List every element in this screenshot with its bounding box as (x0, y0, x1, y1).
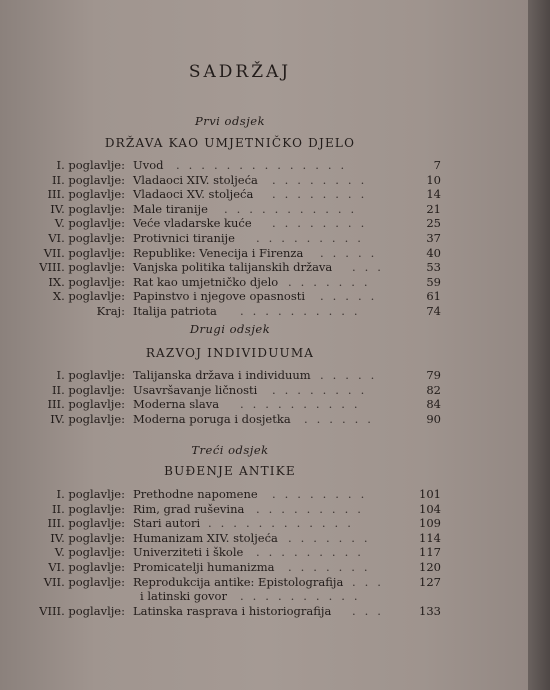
page-number: 37 (426, 231, 441, 245)
dot-leader: ....... (288, 560, 377, 574)
chapter-title: Papinstvo i njegove opasnosti (133, 289, 306, 304)
chapter-title: Talijanska država i individuum (133, 368, 311, 382)
toc-entry (0, 545, 480, 560)
dot-leader: ........ (272, 382, 374, 397)
chapter-title: Latinska rasprava i historiografija (133, 603, 332, 618)
chapter-label: II. poglavlje: (52, 382, 125, 397)
page-number: 10 (426, 172, 441, 187)
page-number: 120 (419, 560, 441, 574)
chapter-title: Male tiranije (133, 201, 208, 216)
chapter-title: Moderna slava (133, 397, 220, 411)
part-2-name: Drugi odsjek (189, 322, 271, 336)
chapter-title: Humanizam XIV. stoljeća (133, 530, 278, 545)
chapter-label: IV. poglavlje: (50, 411, 125, 426)
page-number: 114 (419, 530, 441, 545)
page-number: 79 (426, 368, 441, 382)
page-number: 21 (426, 201, 441, 216)
dot-leader: .......... (240, 397, 367, 411)
page-number: 25 (426, 216, 441, 231)
chapter-label: X. poglavlje: (52, 289, 125, 304)
dot-leader: ........ (272, 216, 374, 231)
toc-entry (0, 304, 480, 319)
toc-entry (0, 368, 480, 383)
part-3-name: Treći odsjek (191, 443, 269, 457)
part-2-title: RAZVOJ INDIVIDUUMA (145, 346, 315, 360)
chapter-title: Vladaoci XV. stoljeća (133, 187, 254, 202)
toc-entry (0, 575, 480, 590)
chapter-title: Italija patriota (133, 304, 217, 318)
page-number: 40 (426, 245, 441, 260)
dot-leader: ....... (288, 530, 377, 545)
page-number: 53 (426, 260, 441, 275)
page-number: 90 (426, 411, 441, 426)
toc-entry (0, 187, 480, 202)
dot-leader: ........ (272, 187, 374, 202)
chapter-label: IX. poglavlje: (48, 274, 125, 289)
page-number: 84 (426, 397, 441, 411)
dot-leader: ........ (272, 487, 374, 501)
dot-leader: .......... (240, 304, 367, 318)
chapter-title: Moderna poruga i dosjetka (133, 411, 291, 426)
dot-leader: ... (352, 574, 390, 589)
dot-leader: ... (352, 260, 390, 275)
chapter-label: V. poglavlje: (54, 216, 125, 231)
page-number: 61 (426, 289, 441, 304)
chapter-label: VIII. poglavlje: (39, 603, 125, 618)
toc-entry (0, 246, 480, 261)
page-number: 101 (419, 487, 441, 501)
chapter-title: Reprodukcija antike: Epistolografija (133, 574, 344, 589)
dot-leader: .......... (240, 589, 367, 604)
page-number: 14 (426, 187, 441, 202)
chapter-label: VI. poglavlje: (48, 560, 125, 574)
chapter-label: IV. poglavlje: (50, 201, 125, 216)
chapter-title: Stari autori (133, 516, 201, 531)
chapter-title: Republike: Venecija i Firenza (133, 245, 304, 260)
toc-entry (0, 502, 480, 517)
page-number: 7 (433, 158, 441, 172)
chapter-title: Protivnici tiranije (133, 231, 235, 245)
page-number: 59 (426, 274, 441, 289)
toc-entry (0, 202, 480, 217)
dot-leader: ......... (256, 231, 370, 245)
chapter-title: Vanjska politika talijanskih država (133, 260, 333, 275)
page-number: 104 (419, 501, 441, 516)
chapter-label: II. poglavlje: (52, 172, 125, 187)
part-3-title: BUĐENJE ANTIKE (164, 464, 296, 478)
chapter-label: III. poglavlje: (47, 397, 125, 411)
toc-entry (0, 289, 480, 304)
chapter-title: Rat kao umjetničko djelo (133, 274, 279, 289)
chapter-label: I. poglavlje: (56, 368, 125, 382)
toc-entry (0, 275, 480, 290)
part-1-name: Prvi odsjek (194, 114, 266, 128)
page-number: 117 (419, 545, 441, 560)
chapter-title: Prethodne napomene (133, 487, 258, 501)
toc-entry (0, 158, 480, 173)
toc-entry (0, 560, 480, 575)
chapter-title: Promicatelji humanizma (133, 560, 275, 574)
chapter-label: III. poglavlje: (47, 187, 125, 202)
dot-leader: ....... (288, 274, 377, 289)
chapter-label: VIII. poglavlje: (39, 260, 125, 275)
part-1-title: DRŽAVA KAO UMJETNIČKO DJELO (104, 136, 356, 150)
dot-leader: ..... (320, 289, 384, 304)
dot-leader: ..... (320, 368, 384, 382)
toc-entry (0, 397, 480, 412)
toc-entry (0, 412, 480, 427)
dot-leader: ......... (256, 501, 370, 516)
page-number: 109 (419, 516, 441, 531)
toc-entry (0, 383, 480, 398)
page-title: SADRŽAJ (188, 62, 292, 82)
chapter-label: VII. poglavlje: (43, 574, 125, 589)
chapter-label: Kraj: (96, 304, 125, 318)
chapter-title: Rim, grad ruševina (133, 501, 245, 516)
chapter-title: Uvod (133, 158, 164, 172)
toc-entry (0, 487, 480, 502)
toc-entry (0, 531, 480, 546)
chapter-label: VII. poglavlje: (43, 245, 125, 260)
dot-leader: ........... (224, 201, 364, 216)
chapter-label: II. poglavlje: (52, 501, 125, 516)
chapter-label: III. poglavlje: (47, 516, 125, 531)
chapter-label: I. poglavlje: (56, 487, 125, 501)
dot-leader: .............. (176, 158, 354, 172)
dot-leader: ........ (272, 172, 374, 187)
page-number: 127 (419, 574, 441, 589)
page-edge-shadow (528, 0, 550, 690)
toc-entry (0, 231, 480, 246)
chapter-label: VI. poglavlje: (48, 231, 125, 245)
chapter-label: IV. poglavlje: (50, 530, 125, 545)
toc-entry-continuation (0, 589, 480, 604)
chapter-title: Univerziteti i škole (133, 545, 244, 560)
toc-entry (0, 516, 480, 531)
dot-leader: ......... (256, 545, 370, 560)
toc-entry (0, 604, 480, 619)
dot-leader: ...... (304, 411, 380, 426)
page-number: 82 (426, 382, 441, 397)
toc-entry (0, 216, 480, 231)
chapter-title: Usavršavanje ličnosti (133, 382, 258, 397)
chapter-title-continuation: i latinski govor (140, 589, 227, 604)
page-number: 133 (419, 603, 441, 618)
chapter-label: V. poglavlje: (54, 545, 125, 560)
toc-entry (0, 260, 480, 275)
dot-leader: ............ (208, 516, 360, 531)
dot-leader: ... (352, 603, 390, 618)
chapter-title: Veće vladarske kuće (133, 216, 252, 231)
dot-leader: ..... (320, 245, 384, 260)
toc-entry (0, 173, 480, 188)
page-number: 74 (426, 304, 441, 318)
chapter-label: I. poglavlje: (56, 158, 125, 172)
chapter-title: Vladaoci XIV. stoljeća (133, 172, 258, 187)
